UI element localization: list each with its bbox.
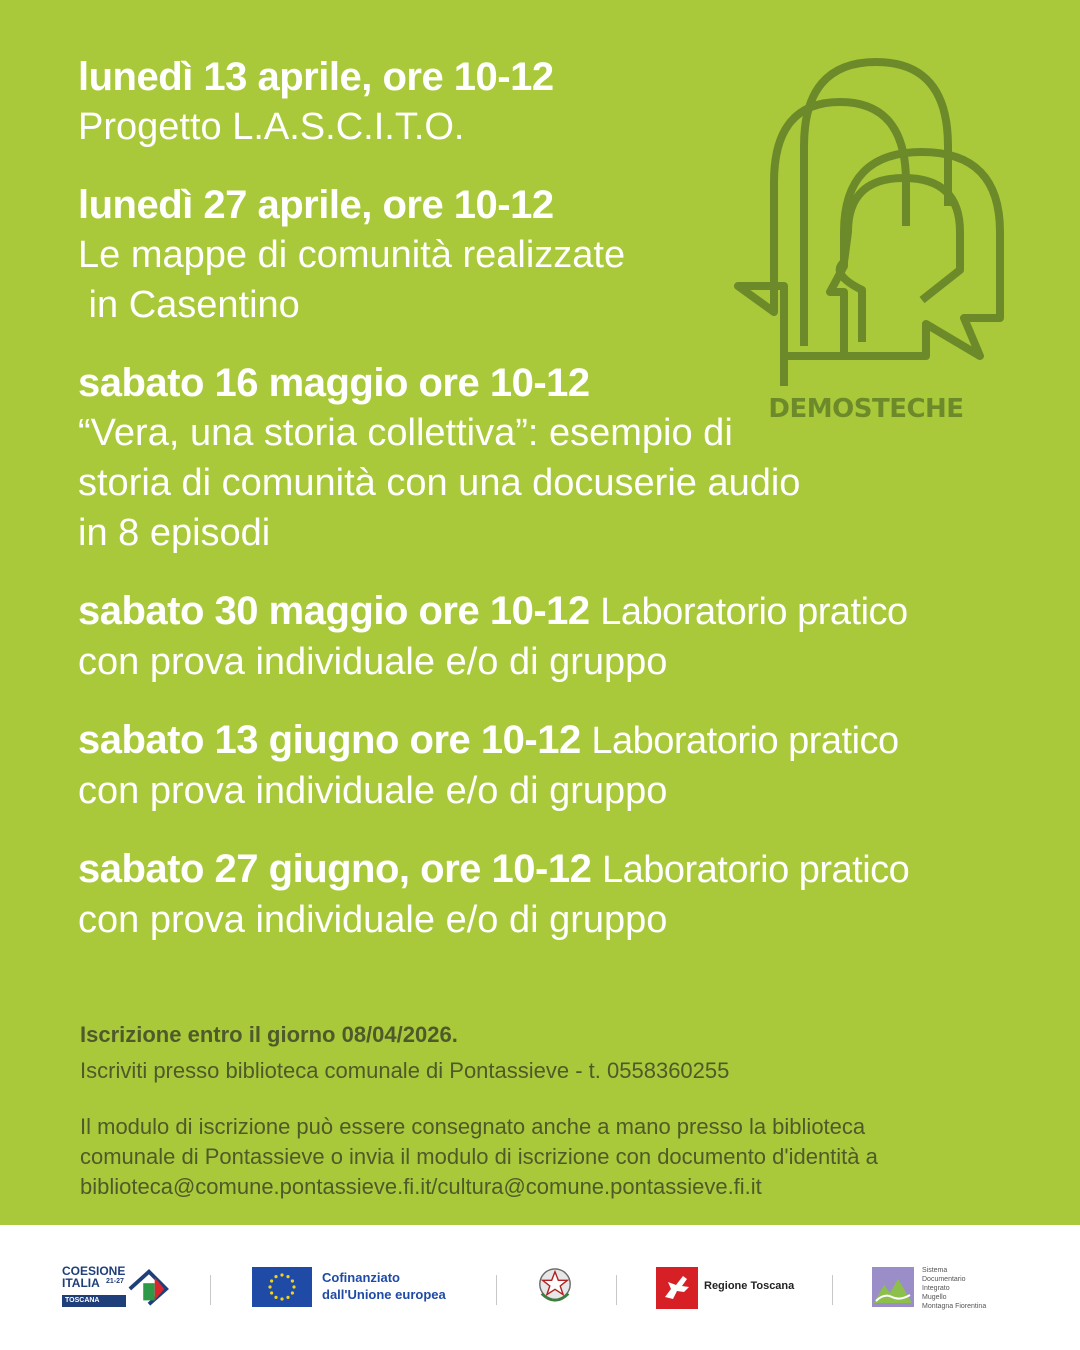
note-line: biblioteca@comune.pontassieve.fi.it/cultura@comune.pontassieve.fi.it [80,1174,762,1199]
registration-note [80,1112,1000,1202]
registration-deadline: Iscrizione entro il giorno 08/04/2026. [80,1022,458,1047]
event-description: con prova individuale e/o di gruppo [78,641,668,683]
eu-cofinanced-logo [252,1267,472,1309]
event-4 [78,586,978,687]
registration-info [80,1020,1000,1202]
event-date: sabato 13 giugno ore 10-12 [78,718,581,762]
sdimmf-line: Integrato [922,1285,950,1292]
coesione-italia-logo [62,1265,172,1311]
regione-toscana-logo [656,1267,806,1309]
event-description: in 8 episodi [78,512,271,554]
event-description: con prova individuale e/o di gruppo [78,899,668,941]
sdimmf-line: Documentario [922,1276,966,1283]
footer-divider [210,1275,211,1305]
event-5 [78,715,978,816]
event-date: sabato 27 giugno, ore 10-12 [78,847,592,891]
event-6 [78,844,978,945]
event-title: Laboratorio pratico [591,720,899,762]
sdimmf-line: Sistema [922,1267,948,1274]
event-description: Progetto L.A.S.C.I.T.O. [78,106,465,148]
event-description: storia di comunità con una docuserie audio [78,462,801,504]
eu-flag-icon [252,1267,312,1307]
eu-line2: dall'Unione europea [322,1287,446,1302]
italy-flag-arrow-icon [126,1267,170,1307]
demosteche-logo-icon [726,56,1016,436]
logo-wordmark: DEMOSTECHE [768,394,964,424]
event-date: sabato 30 maggio ore 10-12 [78,589,590,633]
coesione-years: 21-27 [106,1278,124,1285]
sdimmf-line: Montagna Fiorentina [922,1303,987,1310]
registration-contact: Iscriviti presso biblioteca comunale di Pontassieve - t. 0558360255 [80,1058,730,1083]
footer-divider [496,1275,497,1305]
mountain-logo-icon [872,1267,914,1307]
footer-divider [616,1275,617,1305]
regione-toscana-label: Regione Toscana [704,1280,795,1292]
footer-divider [832,1275,833,1305]
sponsor-footer [0,1225,1080,1350]
coesione-line1: COESIONE [62,1264,126,1278]
event-date: lunedì 13 aprile, ore 10-12 [78,55,554,99]
event-description: Le mappe di comunità realizzate [78,234,626,276]
eu-line1: Cofinanziato [322,1270,400,1285]
italian-republic-emblem-icon [536,1265,574,1307]
sdimmf-logo [872,1267,1032,1313]
event-date: lunedì 27 aprile, ore 10-12 [78,183,554,227]
sdimmf-line: Mugello [922,1294,947,1301]
coesione-region: TOSCANA [62,1295,126,1307]
coesione-line2: ITALIA [62,1276,100,1290]
event-title: Laboratorio pratico [601,849,910,891]
pegasus-icon [656,1267,698,1309]
event-title: Laboratorio pratico [600,591,908,633]
event-date: sabato 16 maggio ore 10-12 [78,361,590,405]
note-line: Il modulo di iscrizione può essere consegnato anche a mano presso la biblioteca [80,1114,866,1139]
event-description: con prova individuale e/o di gruppo [78,770,668,812]
event-description: in Casentino [78,284,300,326]
note-line: comunale di Pontassieve o invia il modulo di iscrizione con documento d'identità a [80,1144,878,1169]
event-description: “Vera, una storia collettiva”: esempio di [78,412,733,454]
